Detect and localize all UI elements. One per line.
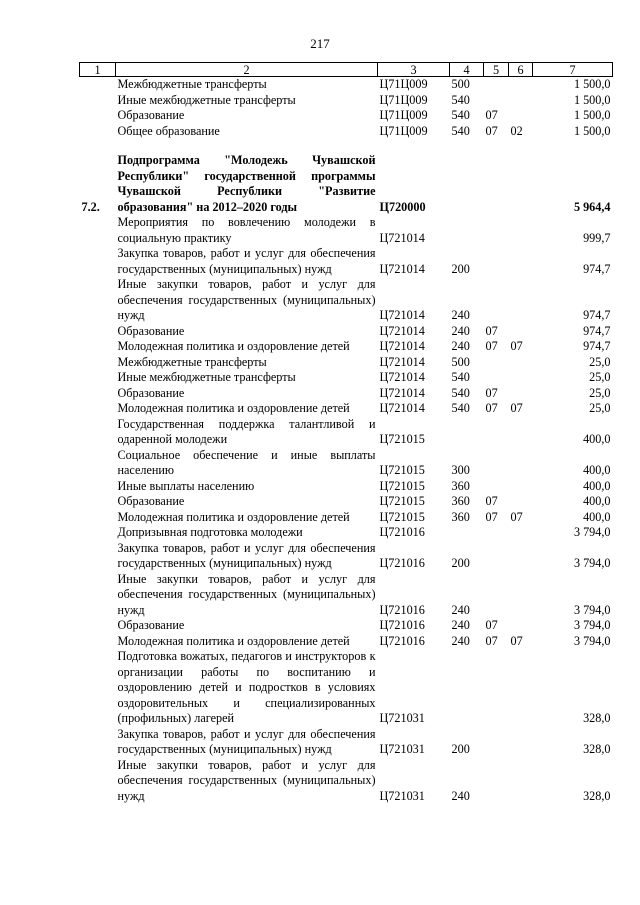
row-number xyxy=(80,108,116,124)
table-row xyxy=(80,108,613,124)
expense-type-code xyxy=(450,153,484,215)
section-code xyxy=(484,649,509,727)
amount: 974,7 xyxy=(583,308,611,322)
table-row xyxy=(80,479,613,495)
subsection-code: 07 xyxy=(510,509,523,524)
table-row xyxy=(80,277,613,324)
row-number xyxy=(80,401,116,417)
amount: 974,7 xyxy=(583,339,611,353)
row-number xyxy=(80,324,116,340)
target-article-code: Ц721015 xyxy=(379,509,425,524)
section-code xyxy=(484,525,509,541)
header-cell: 7 xyxy=(533,63,613,77)
row-number xyxy=(80,386,116,402)
subsection-code: 07 xyxy=(510,339,523,353)
expense-name: Государственная поддержка талантливой и одаренной молодежи xyxy=(117,416,376,446)
target-article-code: Ц720000 xyxy=(379,199,426,214)
row-number xyxy=(80,634,116,650)
amount: 3 794,0 xyxy=(573,556,611,570)
amount: 400,0 xyxy=(583,509,611,524)
section-code: 07 xyxy=(485,108,498,122)
section-code: 07 xyxy=(485,509,498,524)
target-article-code: Ц71Ц009 xyxy=(379,77,428,91)
section-code xyxy=(484,479,509,495)
row-number xyxy=(80,93,116,109)
table-row xyxy=(80,758,613,805)
expense-name: Межбюджетные трансферты xyxy=(117,77,267,91)
amount: 5 964,4 xyxy=(573,199,611,214)
amount: 999,7 xyxy=(583,230,611,245)
expense-type-code: 540 xyxy=(451,123,470,138)
subsection-code xyxy=(509,153,533,215)
amount: 400,0 xyxy=(583,463,611,477)
expense-type-code: 200 xyxy=(451,742,470,756)
target-article-code: Ц721015 xyxy=(379,463,425,477)
amount: 3 794,0 xyxy=(573,602,611,617)
subsection-code xyxy=(509,758,533,805)
amount: 400,0 xyxy=(583,432,611,446)
table-row xyxy=(80,510,613,526)
expense-name: Социальное обеспечение и иные выплаты населению xyxy=(117,447,376,477)
expense-type-code xyxy=(450,215,484,246)
section-code xyxy=(484,370,509,386)
target-article-code: Ц721014 xyxy=(379,370,425,384)
table-row xyxy=(80,124,613,140)
expense-type-code: 540 xyxy=(451,92,470,107)
target-article-code: Ц721016 xyxy=(379,633,425,648)
subsection-code xyxy=(509,215,533,246)
target-article-code: Ц721014 xyxy=(379,339,425,353)
amount: 328,0 xyxy=(583,742,611,756)
subsection-code xyxy=(509,277,533,324)
table-row xyxy=(80,572,613,619)
table-row xyxy=(80,246,613,277)
expense-name: Иные закупки товаров, работ и услуг для обеспечения государственных (муниципальных) нужд xyxy=(117,277,376,322)
expense-type-code: 360 xyxy=(451,509,470,524)
subsection-code: 07 xyxy=(510,401,523,415)
section-code xyxy=(484,727,509,758)
amount: 400,0 xyxy=(583,494,611,508)
subsection-code xyxy=(509,324,533,340)
row-number xyxy=(80,417,116,448)
expense-type-code: 240 xyxy=(451,633,470,648)
section-code xyxy=(484,448,509,479)
expense-type-code: 240 xyxy=(451,323,470,338)
row-number xyxy=(80,370,116,386)
expense-type-code: 240 xyxy=(451,618,470,632)
expense-type-code: 540 xyxy=(451,108,470,122)
target-article-code: Ц721014 xyxy=(379,385,425,400)
expense-name: Иные выплаты населению xyxy=(117,478,255,493)
section-code xyxy=(484,246,509,277)
expense-name: Образование xyxy=(117,323,185,338)
row-number xyxy=(80,758,116,805)
table-row xyxy=(80,401,613,417)
table-row xyxy=(80,215,613,246)
table-row xyxy=(80,525,613,541)
amount: 25,0 xyxy=(589,354,611,369)
amount: 3 794,0 xyxy=(573,633,611,648)
subsection-code xyxy=(509,649,533,727)
target-article-code: Ц721014 xyxy=(379,401,425,415)
expense-type-code: 540 xyxy=(451,401,470,415)
expense-type-code: 200 xyxy=(451,261,470,276)
amount: 1 500,0 xyxy=(573,123,611,138)
target-article-code: Ц721031 xyxy=(379,788,425,803)
row-number xyxy=(80,494,116,510)
table-row xyxy=(80,370,613,386)
subsection-code xyxy=(509,417,533,448)
spacer-row xyxy=(80,139,613,153)
amount: 400,0 xyxy=(583,478,611,493)
target-article-code: Ц71Ц009 xyxy=(379,123,428,138)
section-code xyxy=(484,93,509,109)
expense-type-code: 240 xyxy=(451,602,470,617)
row-number xyxy=(80,727,116,758)
expense-type-code: 240 xyxy=(451,339,470,353)
section-code xyxy=(484,215,509,246)
expense-name: Иные межбюджетные трансферты xyxy=(117,370,296,384)
expense-type-code xyxy=(450,525,484,541)
expense-name: Допризывная подготовка молодежи xyxy=(117,525,303,539)
expense-type-code: 500 xyxy=(451,77,470,91)
row-number xyxy=(80,448,116,479)
amount: 328,0 xyxy=(583,788,611,803)
subsection-code xyxy=(509,355,533,371)
table-row xyxy=(80,93,613,109)
row-number xyxy=(80,339,116,355)
subsection-code xyxy=(509,479,533,495)
section-code: 07 xyxy=(485,385,498,400)
target-article-code: Ц721016 xyxy=(379,618,425,632)
expense-type-code xyxy=(450,649,484,727)
section-code: 07 xyxy=(485,339,498,353)
budget-table xyxy=(79,62,613,804)
row-number xyxy=(80,479,116,495)
section-code: 07 xyxy=(485,618,498,632)
amount: 1 500,0 xyxy=(573,92,611,107)
amount: 25,0 xyxy=(589,385,611,400)
amount: 1 500,0 xyxy=(573,108,611,122)
expense-name: Образование xyxy=(117,618,185,632)
section-code xyxy=(484,572,509,619)
expense-type-code: 200 xyxy=(451,556,470,570)
section-code: 07 xyxy=(485,123,498,138)
table-row xyxy=(80,541,613,572)
row-number xyxy=(80,215,116,246)
row-number xyxy=(80,246,116,277)
subsection-code xyxy=(509,448,533,479)
subsection-code xyxy=(509,93,533,109)
table-row xyxy=(80,448,613,479)
subsection-code xyxy=(509,541,533,572)
subsection-code xyxy=(509,525,533,541)
table-row xyxy=(80,324,613,340)
section-code xyxy=(484,541,509,572)
expense-name: Молодежная политика и оздоровление детей xyxy=(117,633,350,648)
expense-name: Общее образование xyxy=(117,123,220,138)
header-cell: 2 xyxy=(116,63,378,77)
table-row xyxy=(80,386,613,402)
header-cell: 5 xyxy=(484,63,509,77)
expense-type-code: 240 xyxy=(451,788,470,803)
target-article-code: Ц721014 xyxy=(379,261,425,276)
target-article-code: Ц721014 xyxy=(379,230,425,245)
subsection-code xyxy=(509,370,533,386)
section-code xyxy=(484,153,509,215)
expense-name: Закупка товаров, работ и услуг для обеспечения государственных (муниципальных) нужд xyxy=(117,726,376,756)
header-cell: 1 xyxy=(80,63,116,77)
expense-name: Закупка товаров, работ и услуг для обеспечения государственных (муниципальных) нужд xyxy=(117,540,376,570)
amount: 1 500,0 xyxy=(573,77,611,91)
amount: 328,0 xyxy=(583,711,611,725)
header-cell: 6 xyxy=(509,63,533,77)
section-code: 07 xyxy=(485,323,498,338)
expense-name: Межбюджетные трансферты xyxy=(117,354,267,369)
subsection-code xyxy=(509,727,533,758)
expense-name: Молодежная политика и оздоровление детей xyxy=(117,509,350,524)
expense-type-code: 360 xyxy=(451,494,470,508)
row-number xyxy=(80,572,116,619)
target-article-code: Ц721031 xyxy=(379,742,425,756)
subsection-code xyxy=(509,246,533,277)
section-code: 07 xyxy=(485,401,498,415)
table-row xyxy=(80,77,613,93)
section-code xyxy=(484,355,509,371)
subsection-code xyxy=(509,108,533,124)
table-header-row xyxy=(80,63,613,77)
header-cell: 4 xyxy=(450,63,484,77)
row-number: 7.2. xyxy=(81,199,100,214)
expense-name: Образование xyxy=(117,108,185,122)
subsection-code xyxy=(509,386,533,402)
table-row xyxy=(80,494,613,510)
page-number: 217 xyxy=(310,36,330,51)
target-article-code: Ц721016 xyxy=(379,525,425,539)
row-number xyxy=(80,618,116,634)
row-number xyxy=(80,649,116,727)
expense-type-code xyxy=(450,417,484,448)
target-article-code: Ц721015 xyxy=(379,478,425,493)
target-article-code: Ц71Ц009 xyxy=(379,108,428,122)
row-number xyxy=(80,124,116,140)
expense-type-code: 540 xyxy=(451,385,470,400)
amount: 974,7 xyxy=(583,323,611,338)
subsection-code: 07 xyxy=(510,633,523,648)
expense-name: Образование xyxy=(117,385,185,400)
target-article-code: Ц721014 xyxy=(379,354,425,369)
header-cell: 3 xyxy=(378,63,450,77)
expense-name: Иные закупки товаров, работ и услуг для обеспечения государственных (муниципальных) нужд xyxy=(117,571,376,617)
subprogram-row xyxy=(80,153,613,215)
expense-type-code: 500 xyxy=(451,354,470,369)
table-row xyxy=(80,339,613,355)
target-article-code: Ц721015 xyxy=(379,494,425,508)
subsection-code xyxy=(509,77,533,93)
section-code xyxy=(484,417,509,448)
target-article-code: Ц721014 xyxy=(379,308,425,322)
row-number xyxy=(80,510,116,526)
expense-name: Закупка товаров, работ и услуг для обеспечения государственных (муниципальных) нужд xyxy=(117,246,376,276)
target-article-code: Ц721016 xyxy=(379,556,425,570)
expense-name: Иные межбюджетные трансферты xyxy=(117,92,296,107)
table-row xyxy=(80,634,613,650)
target-article-code: Ц721015 xyxy=(379,432,425,446)
expense-name: Образование xyxy=(117,494,185,508)
table-row xyxy=(80,355,613,371)
row-number xyxy=(80,355,116,371)
target-article-code: Ц721016 xyxy=(379,602,425,617)
amount: 25,0 xyxy=(589,370,611,384)
subsection-code: 02 xyxy=(510,123,523,138)
table-row xyxy=(80,417,613,448)
target-article-code: Ц721014 xyxy=(379,323,425,338)
row-number xyxy=(80,541,116,572)
expense-type-code: 300 xyxy=(451,463,470,477)
section-code: 07 xyxy=(485,494,498,508)
amount: 974,7 xyxy=(583,261,611,276)
expense-type-code: 240 xyxy=(451,308,470,322)
subsection-code xyxy=(509,572,533,619)
expense-name: Иные закупки товаров, работ и услуг для обеспечения государственных (муниципальных) нужд xyxy=(117,757,376,803)
row-number xyxy=(80,77,116,93)
expense-type-code: 540 xyxy=(451,370,470,384)
table-row xyxy=(80,618,613,634)
target-article-code: Ц721031 xyxy=(379,711,425,725)
expense-type-code: 360 xyxy=(451,478,470,493)
section-code xyxy=(484,77,509,93)
subsection-code xyxy=(509,494,533,510)
section-code: 07 xyxy=(485,633,498,648)
amount: 3 794,0 xyxy=(573,525,611,539)
section-code xyxy=(484,758,509,805)
expense-name: Молодежная политика и оздоровление детей xyxy=(117,401,350,415)
amount: 25,0 xyxy=(589,401,611,415)
expense-name: Подготовка вожатых, педагогов и инструкторов к организации работы по воспитанию и оздоровлению детей и подростков в условиях оздоровительных и специализированных (профильных) лагерей xyxy=(117,649,376,725)
expense-name: Подпрограмма "Молодежь Чувашской Республики" государственной программы Чувашской Республики "Развитие образования" на 2012–2020 годы xyxy=(117,153,376,214)
amount: 3 794,0 xyxy=(573,618,611,632)
section-code xyxy=(484,277,509,324)
expense-name: Мероприятия по вовлечению молодежи в социальную практику xyxy=(117,215,376,245)
expense-name: Молодежная политика и оздоровление детей xyxy=(117,339,350,353)
target-article-code: Ц71Ц009 xyxy=(379,92,428,107)
table-row xyxy=(80,727,613,758)
table-row xyxy=(80,649,613,727)
row-number xyxy=(80,277,116,324)
subsection-code xyxy=(509,618,533,634)
row-number xyxy=(80,525,116,541)
